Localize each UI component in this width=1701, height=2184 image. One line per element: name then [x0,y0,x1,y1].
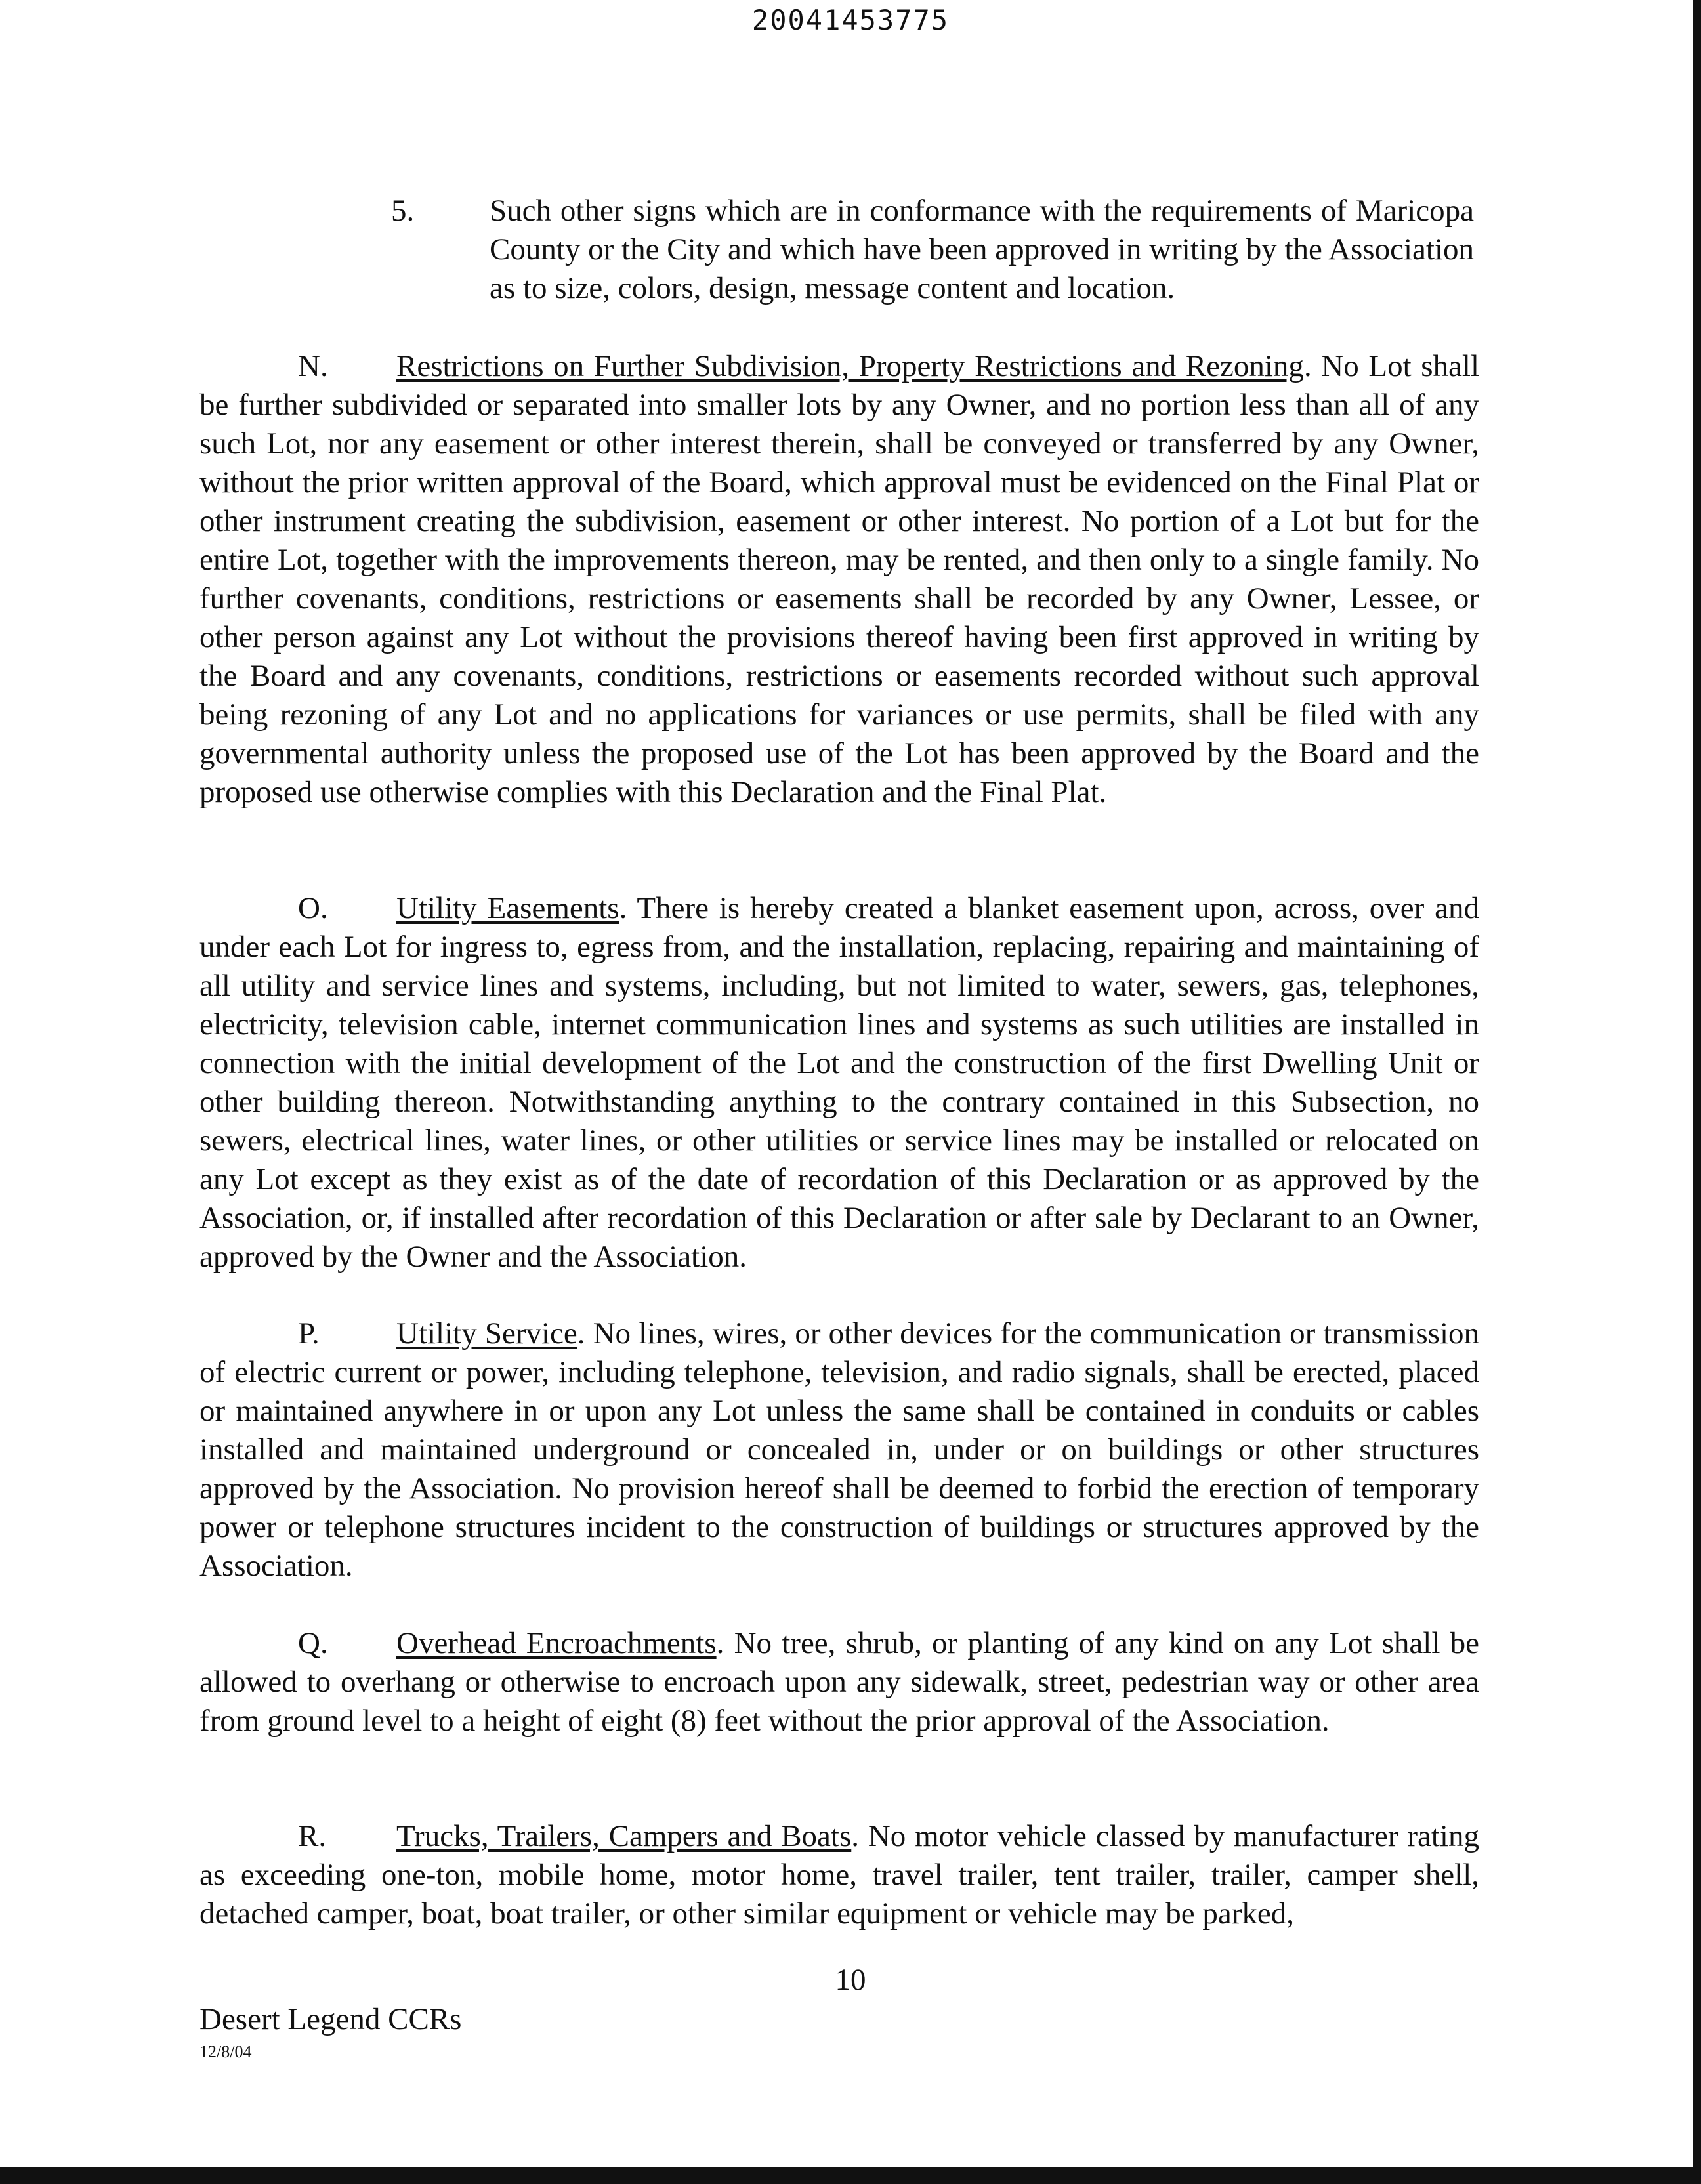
section-letter: R. [298,1819,327,1853]
section-n [200,347,1479,812]
section-letter: Q. [298,1626,328,1660]
section-letter: O. [298,891,328,925]
section-letter: N. [298,349,328,383]
section-body: . No motor vehicle classed by manufacturer rating as exceeding one-ton, mobile home, motor home, travel trailer, tent trailer, trailer, camper shell, detached camper, boat, boat trailer, or other similar equipment or vehicle may be parked, [200,1819,1479,1931]
section-r [200,1817,1479,1933]
section-o [200,889,1479,1276]
section-heading: Overhead Encroachments [396,1626,717,1660]
footer-title: Desert Legend CCRs [200,2002,462,2036]
section-body: . No lines, wires, or other devices for the communication or transmission of electric current or power, including telephone, television, and radio signals, shall be erected, placed or maintained anywhere in or upon any Lot unless the same shall be contained in conduits or cables installed and maintained underground or concealed in, under or on buildings or other structures approved by the Association. No provision hereof shall be deemed to forbid the erection of temporary power or telephone structures incident to the construction of buildings or structures approved by the Association. [200,1316,1480,1583]
scan-border-right [1693,0,1701,2184]
section-heading: Restrictions on Further Subdivision, Property Restrictions and Rezoning [396,349,1304,383]
section-body: . No Lot shall be further subdivided or separated into smaller lots by any Owner, and no portion less than all of any such Lot, nor any easement or other interest therein, shall be conveyed or transferred by any Owner, without the prior written approval of the Board, which approval must be evidenced on the Final Plat or other instrument creating the subdivision, easement or other interest. No portion of a Lot but for the entire Lot, together with the improvements thereon, may be rented, and then only to a single family. No further covenants, conditions, restrictions or easements shall be recorded by any Owner, Lessee, or other person against any Lot without the provisions thereof having been first approved in writing by the Board and any covenants, conditions, restrictions or easements recorded without such approval being rezoning of any Lot and no applications for variances or use permits, shall be filed with any governmental authority unless the proposed use of the Lot has been approved by the Board and the proposed use otherwise complies with this Declaration and the Final Plat. [200,349,1480,809]
section-letter: P. [298,1316,320,1351]
section-p [200,1314,1479,1586]
section-body: . There is hereby created a blanket easement upon, across, over and under each Lot for ingress to, egress from, and the installation, replacing, repairing and maintaining of all utility and service lines and systems, including, but not limited to water, sewers, gas, telephones, electricity, television cable, internet communication lines and systems as such utilities are installed in connection with the initial development of the Lot and the construction of the first Dwelling Unit or other building thereon. Notwithstanding anything to the contrary contained in this Subsection, no sewers, electrical lines, water lines, or other utilities or service lines may be installed or relocated on any Lot except as they exist as of the date of recordation of this Declaration or as approved by the Association, or, if installed after recordation of this Declaration or after sale by Declarant to an Owner, approved by the Owner and the Association. [200,891,1479,1274]
document-number: 20041453775 [751,4,950,36]
section-heading: Trucks, Trailers, Campers and Boats [396,1819,852,1853]
scan-border-bottom [0,2167,1701,2184]
section-q [200,1624,1479,1740]
page-number: 10 [835,1963,866,1997]
footer-date: 12/8/04 [200,2042,252,2061]
section-body: . No tree, shrub, or planting of any kind on any Lot shall be allowed to overhang or otherwise to encroach upon any sidewalk, street, pedestrian way or other area from ground level to a height of eight (8) feet without the prior approval of the Association. [200,1626,1479,1738]
section-heading: Utility Easements [396,891,620,925]
section-heading: Utility Service [396,1316,578,1351]
list-item-number: 5. [391,194,415,228]
list-item-text: Such other signs which are in conformance with the requirements of Maricopa County or the City and which have been approved in writing by the Association as to size, colors, design, message content and location. [490,194,1474,305]
